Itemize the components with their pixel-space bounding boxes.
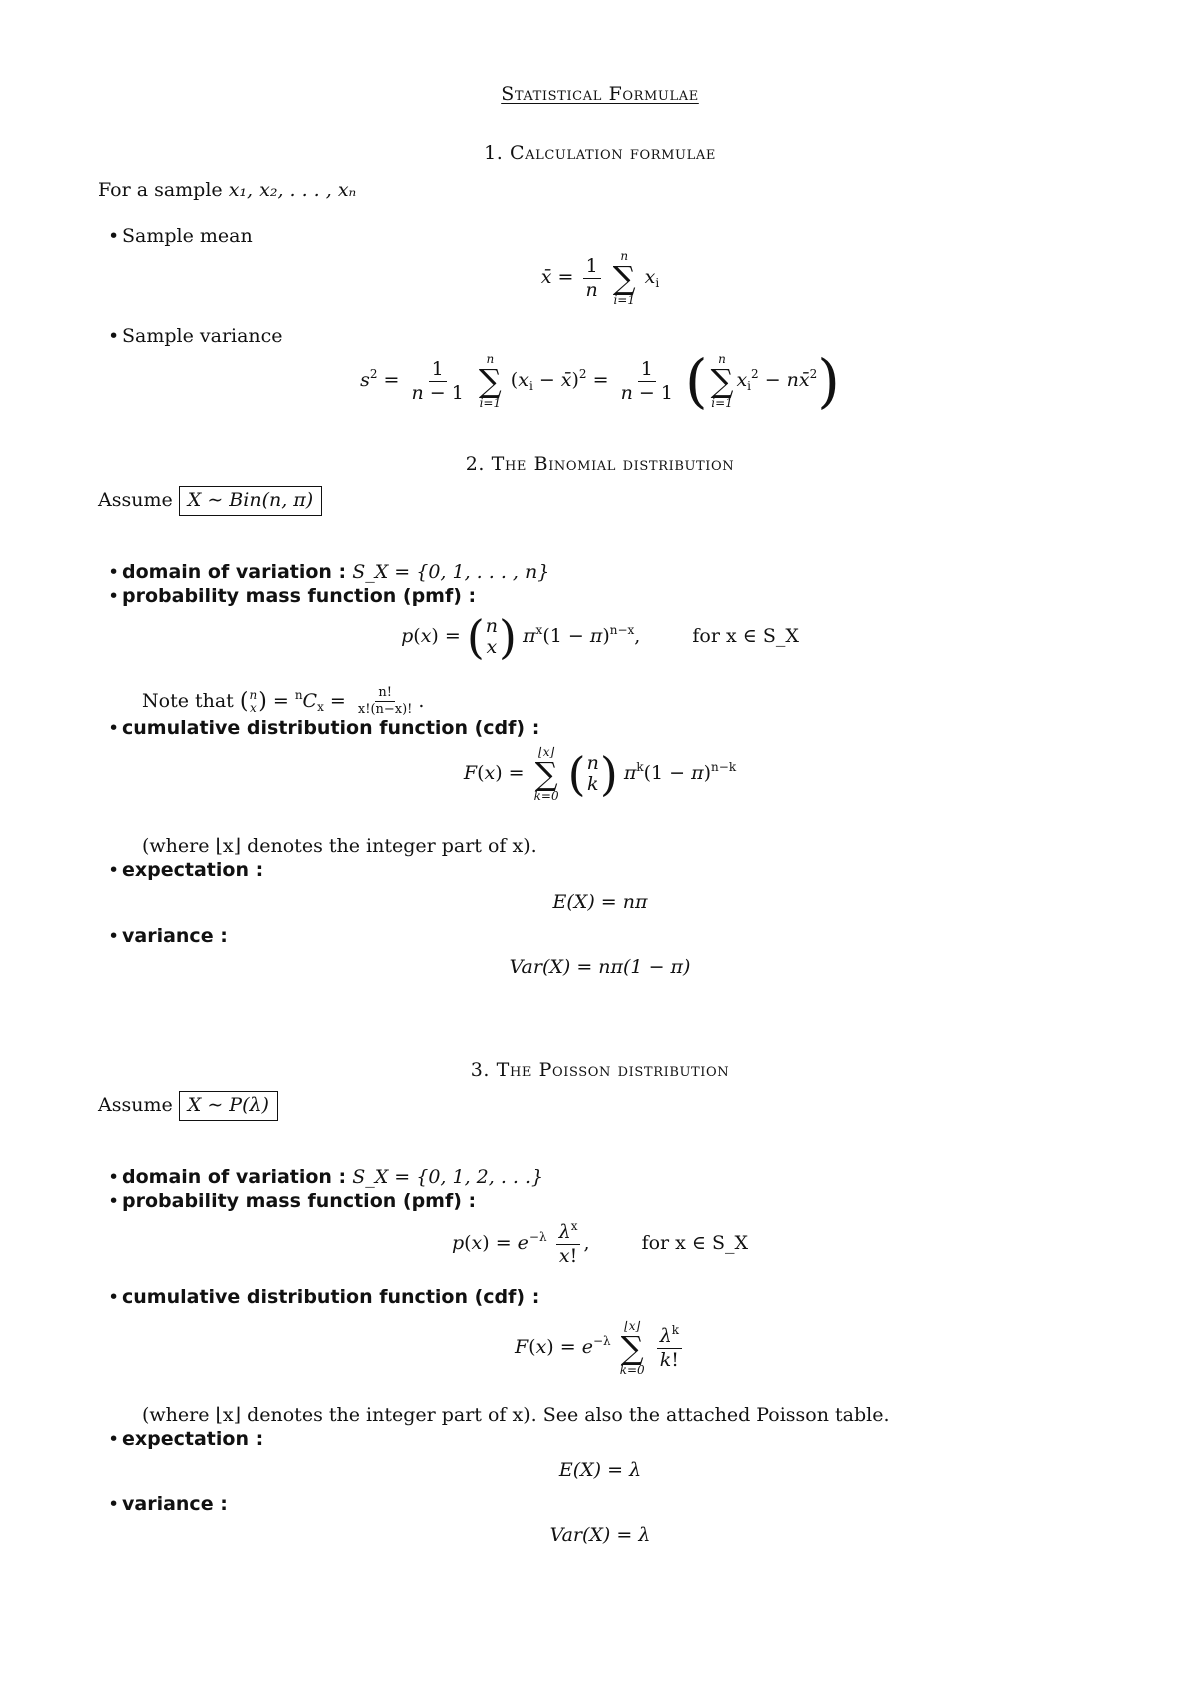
document-title: Statistical Formulae (501, 83, 699, 105)
assume-label: Assume (98, 489, 173, 511)
equation-binomial-cdf: F(x) = ⌊x⌋ ∑ k=0 ( n k ) $\pi^k(1 - \pi)^{n-k}$ (463, 745, 737, 803)
pmf-label: probability mass function (pmf) : (122, 585, 477, 607)
note-text: Note that (142, 689, 234, 712)
binomial-domain (122, 562, 549, 584)
assume-label: Assume (98, 1094, 173, 1116)
equation-binomial-variance: Var(X) = nπ(1 − π) (509, 956, 691, 978)
equation-binomial-expectation: E(X) = nπ (552, 891, 648, 913)
assume-box: X ∼ P(λ) (179, 1091, 278, 1121)
domain-label: domain of variation : (122, 1166, 347, 1188)
variance-label: variance : (122, 925, 228, 947)
expectation-label: expectation : (122, 859, 264, 881)
sample-intro-text: For a sample (98, 179, 223, 201)
equation-poisson-expectation: E(X) = λ (558, 1459, 642, 1481)
sample-intro (98, 180, 356, 202)
equation-sample-variance: $s^2$ = $\frac{1}{n - 1}$ n ∑ i=1 ($x_i$ − x̄)$^2$ = $\frac{1}{n - 1}$ ( n ∑ i=1 $x_i^2$ − nx̄$^2$) (360, 347, 840, 415)
binomial-cdf-label (122, 718, 539, 740)
domain-math: S_X = {0, 1, 2, . . .} (352, 1166, 544, 1188)
equation-binomial-pmf: p(x) = ( n x ) $\pi^x(1 - \pi)^{n-x}$, for x ∈ S_X (401, 610, 799, 664)
binomial-assumption (98, 486, 322, 516)
equation-poisson-variance: Var(X) = λ (549, 1524, 651, 1546)
pmf-for-text: for x ∈ S_X (692, 625, 799, 648)
section-2-heading: 2. The Binomial distribution (465, 453, 735, 475)
binomial-pmf-label (122, 586, 476, 608)
binomial-note: Note that ( n x ) = $^nC_x$ = $\frac{n!}{x!(n-x)!}$ . (142, 685, 425, 718)
bullet-sample-variance: • Sample variance (122, 326, 283, 348)
equation-poisson-pmf: $p(x) = e^{-\lambda}$ $\frac{\lambda^x}{x!}$ , for x ∈ S_X (451, 1219, 749, 1267)
pmf-for-text: for x ∈ S_X (641, 1232, 749, 1255)
sample-intro-math: x₁, x₂, . . . , xₙ (228, 179, 357, 201)
poisson-assumption (98, 1091, 278, 1121)
poisson-pmf-label (122, 1191, 476, 1213)
domain-label: domain of variation : (122, 561, 347, 583)
expectation-label: expectation : (122, 1428, 264, 1450)
bullet-sample-mean: • Sample mean (122, 226, 253, 248)
binomial-where-text: (where ⌊x⌋ denotes the integer part of x). (142, 835, 537, 857)
domain-math: S_X = {0, 1, . . . , n} (352, 561, 550, 583)
section-1-heading: 1. Calculation formulae (484, 142, 716, 164)
assume-box: X ∼ Bin(n, π) (179, 486, 322, 516)
cdf-label: cumulative distribution function (cdf) : (122, 1286, 540, 1308)
poisson-cdf-label (122, 1287, 539, 1309)
equation-poisson-cdf: $F(x) = e^{-\lambda}$ ⌊x⌋ ∑ k=0 $\frac{\lambda^k}{k!}$ (0, 1320, 1200, 1376)
poisson-variance-label (122, 1494, 228, 1516)
equation-sample-mean: x̄ = $\frac{1}{n}$ n ∑ i=1 $x_i$ (540, 249, 660, 307)
poisson-expectation-label (122, 1429, 263, 1451)
cdf-label: cumulative distribution function (cdf) : (122, 717, 540, 739)
binomial-variance-label (122, 926, 228, 948)
poisson-where-text: (where ⌊x⌋ denotes the integer part of x). See also the attached Poisson table. (142, 1404, 890, 1426)
variance-label: variance : (122, 1493, 228, 1515)
poisson-domain (122, 1167, 543, 1189)
pmf-label: probability mass function (pmf) : (122, 1190, 477, 1212)
binomial-expectation-label (122, 860, 263, 882)
section-3-heading: 3. The Poisson distribution (470, 1059, 730, 1081)
